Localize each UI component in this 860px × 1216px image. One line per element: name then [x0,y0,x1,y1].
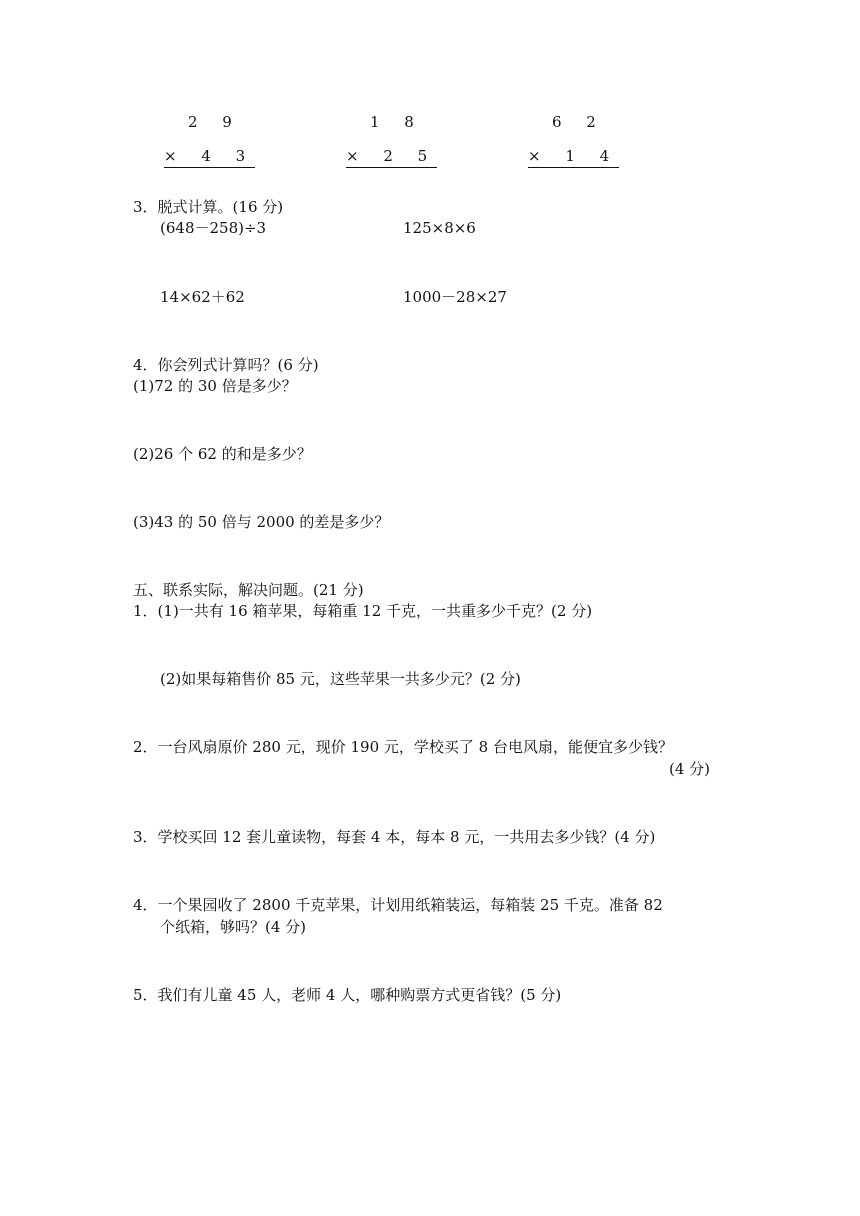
section5-title: 五、联系实际，解决问题。(21 分) [133,581,364,599]
q3-title: 3．脱式计算。(16 分) [133,198,284,216]
vertical-bottom-2: × 2 5 [346,146,437,168]
q3-expr-4: 1000－28×27 [403,288,507,306]
vertical-top-2: 1 8 [370,113,424,131]
s5-q3: 3．学校买回 12 套儿童读物，每套 4 本，每本 8 元，一共用去多少钱？(4 分) [133,828,656,846]
q3-expr-1: (648－258)÷3 [160,219,267,237]
s5-q1-part2: (2)如果每箱售价 85 元，这些苹果一共多少元？(2 分) [160,670,521,688]
q3-expr-3: 14×62＋62 [160,288,245,306]
s5-q4-line1: 4．一个果园收了 2800 千克苹果，计划用纸箱装运，每箱装 25 千克。准备 82 [133,896,663,914]
s5-q1-part1: 1．(1)一共有 16 箱苹果，每箱重 12 千克，一共重多少千克？(2 分) [133,602,593,620]
q4-part-3: (3)43 的 50 倍与 2000 的差是多少？ [133,513,390,531]
q4-part-2: (2)26 个 62 的和是多少？ [133,445,312,463]
vertical-bottom-1: × 4 3 [164,146,255,168]
q4-part-1: (1)72 的 30 倍是多少？ [133,377,297,395]
q3-expr-2: 125×8×6 [403,219,476,237]
s5-q5: 5．我们有儿童 45 人，老师 4 人，哪种购票方式更省钱？(5 分) [133,986,562,1004]
s5-q2-points: (4 分) [669,760,711,778]
vertical-bottom-3: × 1 4 [528,146,619,168]
q4-title: 4．你会列式计算吗？(6 分) [133,356,319,374]
vertical-top-3: 6 2 [552,113,606,131]
s5-q2: 2．一台风扇原价 280 元，现价 190 元，学校买了 8 台电风扇，能便宜多少钱？ [133,738,673,756]
s5-q4-line2: 个纸箱，够吗？(4 分) [160,918,307,936]
vertical-top-1: 2 9 [188,113,242,131]
